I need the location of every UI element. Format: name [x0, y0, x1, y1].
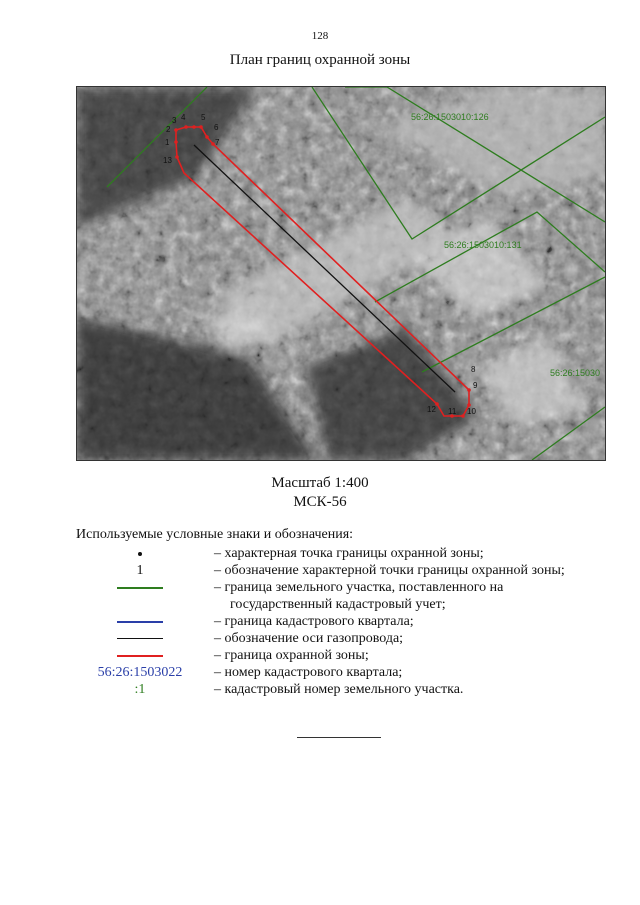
- point-label-11: 11: [448, 407, 457, 416]
- point-label-1: 1: [165, 138, 170, 147]
- legend-desc: – граница кадастрового квартала;: [214, 614, 414, 629]
- legend-item-parcel-number: [76, 681, 616, 698]
- blue-line-icon: [117, 621, 163, 623]
- point-label-3: 3: [172, 116, 177, 125]
- black-line-icon: [117, 638, 163, 639]
- point-label-4: 4: [181, 113, 186, 122]
- point-label-13: 13: [163, 156, 172, 165]
- protection-zone-map: [76, 86, 606, 461]
- legend-desc: – кадастровый номер земельного участка.: [214, 682, 464, 697]
- point-marker-icon: [138, 552, 142, 556]
- point-label-10: 10: [467, 407, 476, 416]
- legend-desc: – характерная точка границы охранной зоны;: [214, 546, 484, 561]
- parcel-label-131: 56:26:1503010:131: [444, 240, 522, 250]
- legend-desc: – граница охранной зоны;: [214, 648, 369, 663]
- legend-desc: – обозначение характерной точки границы охранной зоны;: [214, 563, 565, 578]
- legend-item-point: [76, 545, 616, 562]
- coordinate-system: МСК-56: [293, 494, 347, 510]
- legend: [76, 545, 616, 698]
- legend-desc: – граница земельного участка, поставленного на: [214, 580, 504, 595]
- scale-block: [0, 474, 640, 512]
- legend-item-parcel-boundary: [76, 579, 616, 596]
- page-number: 128: [311, 30, 329, 42]
- green-line-icon: [117, 587, 163, 589]
- end-divider: [297, 737, 381, 738]
- legend-symbol-text: 1: [136, 563, 144, 578]
- legend-desc: – обозначение оси газопровода;: [214, 631, 404, 646]
- legend-item-point-label: [76, 562, 616, 579]
- point-label-7: 7: [215, 138, 220, 147]
- legend-heading: Используемые условные знаки и обозначения:: [76, 527, 354, 542]
- point-label-6: 6: [214, 123, 219, 132]
- legend-item-quarter-number: [76, 664, 616, 681]
- legend-item-parcel-boundary-cont: [76, 596, 616, 613]
- point-label-9: 9: [473, 381, 478, 390]
- map-scale: Масштаб 1:400: [271, 475, 369, 491]
- point-label-12: 12: [427, 405, 436, 414]
- legend-symbol-text: :1: [134, 682, 146, 697]
- legend-item-protection-zone: [76, 647, 616, 664]
- parcel-label-126: 56:26:1503010:126: [411, 112, 489, 122]
- legend-desc: государственный кадастровый учет;: [230, 597, 446, 612]
- point-label-8: 8: [471, 365, 476, 374]
- legend-item-pipeline-axis: [76, 630, 616, 647]
- page-title: План границ охранной зоны: [229, 52, 411, 68]
- red-line-icon: [117, 655, 163, 657]
- legend-symbol-text: 56:26:1503022: [97, 665, 183, 680]
- point-label-5: 5: [201, 113, 206, 122]
- legend-desc: – номер кадастрового квартала;: [214, 665, 403, 680]
- satellite-imagery: [77, 87, 605, 460]
- parcel-label-partial: 56:26:15030: [550, 368, 601, 378]
- legend-item-quarter-boundary: [76, 613, 616, 630]
- point-label-2: 2: [166, 125, 171, 134]
